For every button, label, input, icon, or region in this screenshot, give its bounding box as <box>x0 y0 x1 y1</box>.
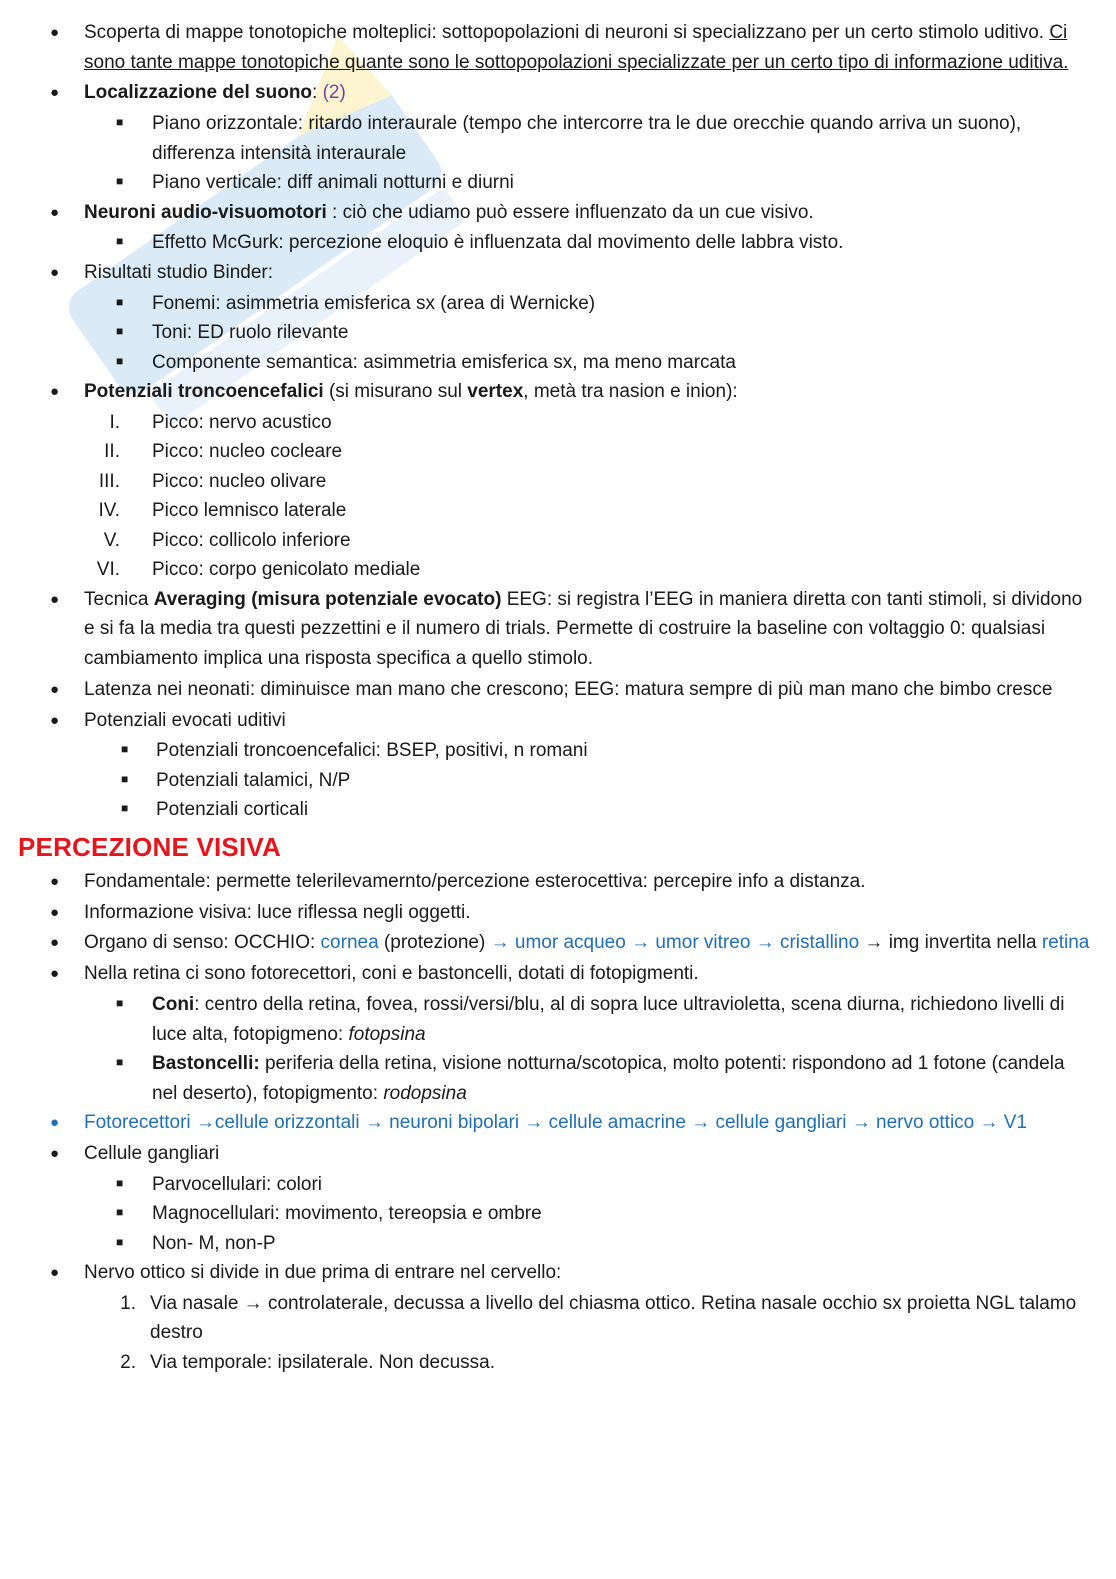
bullet-icon: ● <box>50 903 60 921</box>
square-bullet-icon: ■ <box>116 1175 124 1190</box>
roman-list-item: V. Picco: collicolo inferiore <box>103 529 351 551</box>
list-item: ● Scoperta di mappe tonotopiche molteplici: sottopopolazioni di neuroni si specializzano per un certo stimolo uditivo. Ci sono tante mappe tonotopiche quante sono le sottopopolazioni specializzate per un certo tipo di informazione uditiva. <box>0 18 1116 77</box>
list-item: ● Risultati studio Binder: <box>0 258 1116 288</box>
sub-list-item: ■ Componente semantica: asimmetria emisferica sx, ma meno marcata <box>0 348 1116 378</box>
sub-list-item: ■ Bastoncelli: periferia della retina, visione notturna/scotopica, molto potenti: rispondono ad 1 fotone (candela nel deserto), fotopigmento: rodopsina <box>0 1049 1116 1108</box>
list-item: ● Fondamentale: permette telerilevamernto/percezione esterocettiva: percepire info a distanza. <box>0 867 1116 897</box>
bullet-icon: ● <box>50 590 60 608</box>
list-item: ● Localizzazione del suono: (2) <box>0 78 1116 108</box>
list-item: ● Potenziali evocati uditivi <box>0 706 1116 736</box>
sub-list-item: ■ Toni: ED ruolo rilevante <box>0 318 1116 348</box>
square-bullet-icon: ■ <box>116 324 124 339</box>
square-bullet-icon: ■ <box>121 771 129 786</box>
list-section-1 <box>0 18 1116 825</box>
roman-list-item: II. Picco: nucleo cocleare <box>104 441 343 463</box>
sub-list-item: ■ Potenziali corticali <box>0 795 1116 825</box>
bullet-icon: ● <box>50 383 60 401</box>
bullet-icon: ● <box>50 203 60 221</box>
square-bullet-icon: ■ <box>121 742 129 757</box>
square-bullet-icon: ■ <box>116 234 124 249</box>
bullet-icon: ● <box>50 872 60 890</box>
bullet-icon: ● <box>50 680 60 698</box>
list-item: ● Latenza nei neonati: diminuisce man mano che crescono; EEG: matura sempre di più man mano che bimbo cresce <box>0 675 1116 705</box>
list-item: ● Nervo ottico si divide in due prima di entrare nel cervello: <box>0 1258 1116 1288</box>
sub-list-item: ■ Effetto McGurk: percezione eloquio è influenzata dal movimento delle labbra visto. <box>0 228 1116 258</box>
square-bullet-icon: ■ <box>116 996 124 1011</box>
list-item: ● Potenziali troncoencefalici (si misurano sul vertex, metà tra nasion e inion): <box>0 377 1116 407</box>
bullet-icon: ● <box>50 1264 60 1282</box>
bullet-icon: ● <box>50 263 60 281</box>
bullet-icon: ● <box>50 1114 60 1132</box>
bullet-icon: ● <box>50 711 60 729</box>
roman-list-item: III. Picco: nucleo olivare <box>98 470 327 492</box>
notes-content <box>0 18 1116 1377</box>
sub-list-item: ■ Magnocellulari: movimento, tereopsia e ombre <box>0 1199 1116 1229</box>
list-item: ● Organo di senso: OCCHIO: cornea (protezione) → umor acqueo → umor vitreo → cristallino → img invertita nella retina <box>0 928 1116 958</box>
sub-list-item: ■ Piano orizzontale: ritardo interaurale (tempo che intercorre tra le due orecchie quando arriva un suono), differenza intensità interaurale <box>0 109 1116 168</box>
bullet-icon: ● <box>50 965 60 983</box>
square-bullet-icon: ■ <box>116 1234 124 1249</box>
sub-list-item: ■ Parvocellulari: colori <box>0 1170 1116 1200</box>
sub-list-item: ■ Non- M, non-P <box>0 1229 1116 1259</box>
list-section-2 <box>0 867 1116 1378</box>
bullet-icon: ● <box>50 1144 60 1162</box>
roman-list-item: VI. Picco: corpo genicolato mediale <box>96 559 421 581</box>
sub-list-item: ■ Piano verticale: diff animali notturni e diurni <box>0 168 1116 198</box>
numbered-list-item: 1. Via nasale → controlaterale, decussa a livello del chiasma ottico. Retina nasale occhio sx proietta NGL talamo destro <box>120 1292 1077 1344</box>
sub-list-item: ■ Fonemi: asimmetria emisferica sx (area di Wernicke) <box>0 289 1116 319</box>
bullet-icon: ● <box>50 84 60 102</box>
roman-list-item: IV. Picco lemnisco laterale <box>98 500 347 522</box>
list-item: ● Fotorecettori →cellule orizzontali → neuroni bipolari → cellule amacrine → cellule gangliari → nervo ottico → V1 <box>0 1108 1116 1138</box>
numbered-list-item: 2. Via temporale: ipsilaterale. Non decussa. <box>120 1351 496 1373</box>
square-bullet-icon: ■ <box>116 353 124 368</box>
square-bullet-icon: ■ <box>116 1205 124 1220</box>
list-item: ● Cellule gangliari <box>0 1139 1116 1169</box>
square-bullet-icon: ■ <box>116 294 124 309</box>
list-item: ● Tecnica Averaging (misura potenziale evocato) EEG: si registra l’EEG in maniera diretta con tanti stimoli, si dividono e si fa la media tra questi pezzettini e il numero di trials. Permette di costruire la baseline con voltaggio 0: qualsiasi cambiamento implica una risposta specifica a quello stimolo. <box>0 585 1116 674</box>
sub-list-item: ■ Coni: centro della retina, fovea, rossi/versi/blu, al di sopra luce ultravioletta, scena diurna, richiedono livelli di luce alta, fotopigmeno: fotopsina <box>0 990 1116 1049</box>
sub-list-item: ■ Potenziali troncoencefalici: BSEP, positivi, n romani <box>0 736 1116 766</box>
bullet-icon: ● <box>50 934 60 952</box>
square-bullet-icon: ■ <box>116 115 124 130</box>
square-bullet-icon: ■ <box>116 1055 124 1070</box>
square-bullet-icon: ■ <box>121 801 129 816</box>
list-item: ● Neuroni audio-visuomotori : ciò che udiamo può essere influenzato da un cue visivo. <box>0 198 1116 228</box>
bullet-icon: ● <box>50 24 60 41</box>
square-bullet-icon: ■ <box>116 174 124 189</box>
list-item: ● Nella retina ci sono fotorecettori, coni e bastoncelli, dotati di fotopigmenti. <box>0 959 1116 989</box>
sub-list-item: ■ Potenziali talamici, N/P <box>0 766 1116 796</box>
list-item: ● Informazione visiva: luce riflessa negli oggetti. <box>0 898 1116 928</box>
section-heading: PERCEZIONE VISIVA <box>18 831 281 862</box>
roman-list-item: I. Picco: nervo acustico <box>109 411 332 433</box>
